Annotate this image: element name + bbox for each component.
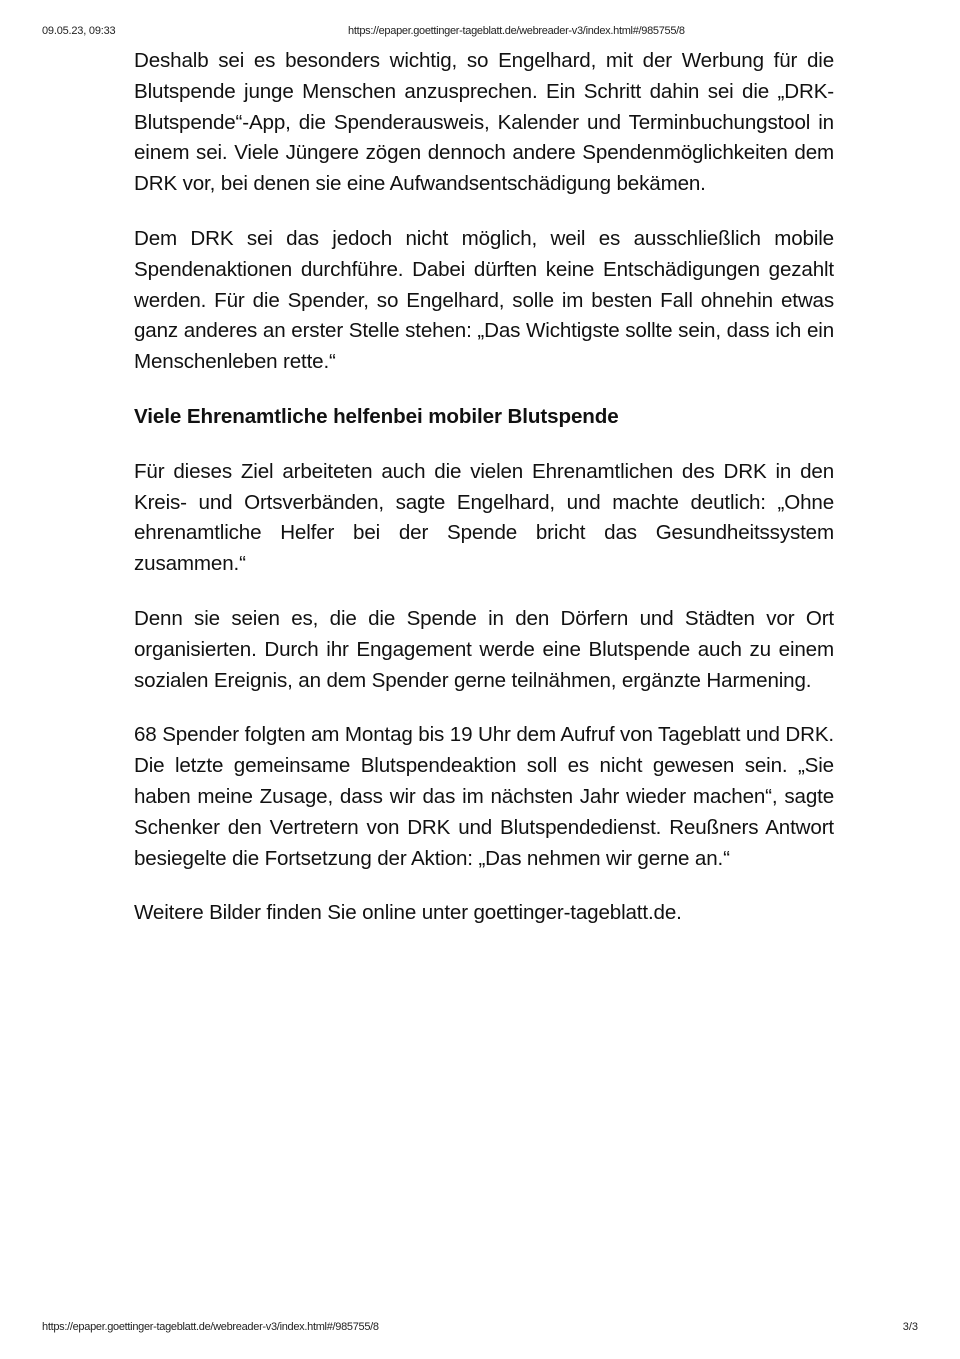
article-paragraph-4: Denn sie seien es, die die Spende in den Dörfern und Städten vor Ort organisierten. Durch ihr Engagement werde eine Blutspende auch zu einem sozialen Ereignis, an dem Spender gerne teilnähmen, ergänzte Harmening. — [134, 606, 834, 692]
article-subheading: Viele Ehrenamtliche helfenbei mobiler Blutspende — [134, 404, 619, 428]
article-body — [134, 46, 834, 953]
article-paragraph-5: 68 Spender folgten am Montag bis 19 Uhr dem Aufruf von Tageblatt und DRK. Die letzte gemeinsame Blutspendeaktion soll es nicht gewesen sein. „Sie haben meine Zusage, dass wir das im nächsten Jahr wieder machen“, sagte Schenker den Vertretern von DRK und Blutspendedienst. Reußners Antwort besiegelte die Fortsetzung der Aktion: „Das nehmen wir gerne an.“ — [134, 723, 834, 870]
article-paragraph-6: Weitere Bilder finden Sie online unter goettinger-tageblatt.de. — [134, 901, 682, 925]
article-paragraph-2: Dem DRK sei das jedoch nicht möglich, weil es ausschließlich mobile Spendenaktionen durchführe. Dabei dürften keine Entschädigungen gezahlt werden. Für die Spender, so Engelhard, solle im besten Fall ohnehin etwas ganz anderes an erster Stelle stehen: „Das Wichtigste sollte sein, dass ich ein Menschenleben rette.“ — [134, 226, 834, 374]
page-number: 3/3 — [902, 1321, 918, 1333]
print-date-time: 09.05.23, 09:33 — [42, 25, 116, 37]
print-header-url: https://epaper.goettinger-tageblatt.de/webreader-v3/index.html#/985755/8 — [348, 25, 685, 37]
print-footer-url: https://epaper.goettinger-tageblatt.de/webreader-v3/index.html#/985755/8 — [42, 1321, 379, 1333]
article-paragraph-3: Für dieses Ziel arbeiteten auch die vielen Ehrenamtlichen des DRK in den Kreis- und Ortsverbänden, sagte Engelhard, und machte deutlich: „Ohne ehrenamtliche Helfer bei der Spende bricht das Gesundheitssystem zusammen.“ — [134, 459, 834, 576]
article-paragraph-1: Deshalb sei es besonders wichtig, so Engelhard, mit der Werbung für die Blutspende junge Menschen anzusprechen. Ein Schritt dahin sei die „DRK-Blutspende“-App, die Spenderausweis, Kalender und Terminbuchungstool in einem sei. Viele Jüngere zögen dennoch andere Spendenmöglichkeiten dem DRK vor, bei denen sie eine Aufwandsentschädigung bekämen. — [134, 49, 834, 196]
